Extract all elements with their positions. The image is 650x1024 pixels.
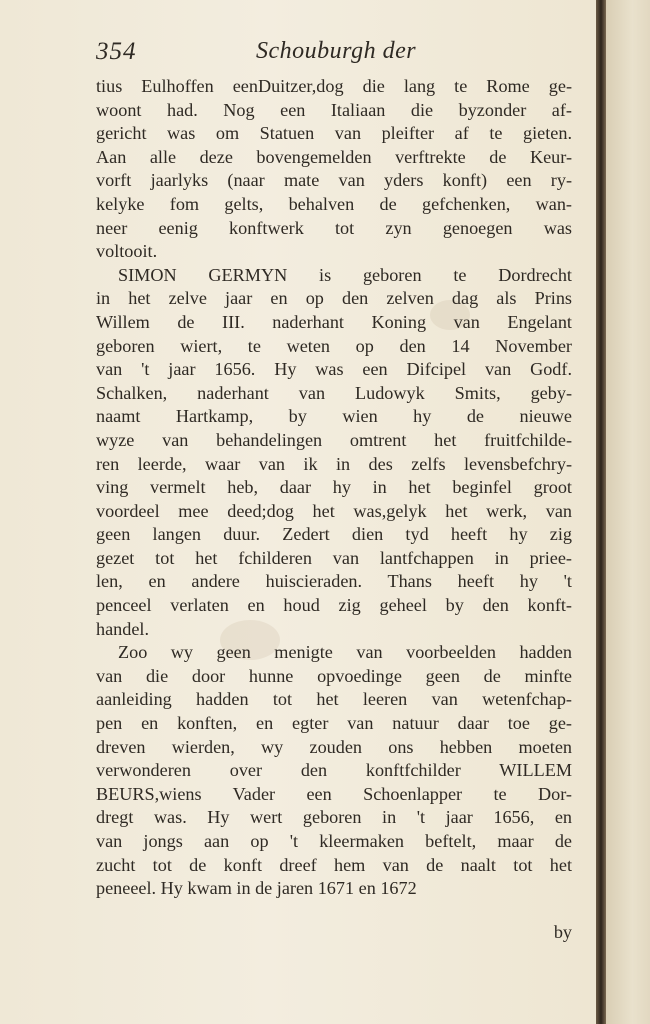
text-line: Aan alle deze bovengemelden verftrekte de Keur- [96,146,572,167]
text-line: in het zelve jaar en op den zelven dag als Prins [96,288,572,309]
page-number: 354 [96,38,137,65]
text-line: woont had. Nog een Italiaan die byzonder af- [96,99,572,120]
text-line: ren leerde, waar van ik in des zelfs levensbefchry- [96,453,572,474]
text-line: van 't jaar 1656. Hy was een Difcipel van Godf. [96,359,572,380]
book-gutter [596,0,606,1024]
text-line: gezet tot het fchilderen van lantfchappen in priee- [96,547,572,568]
text-line: wyze van behandelingen omtrent het fruitfchilde- [96,429,572,450]
facing-page-edge [606,0,650,1024]
text-line: zucht tot de konft dreef hem van de naalt tot het [96,854,572,875]
text-line: tius Eulhoffen eenDuitzer,dog die lang te Rome ge- [96,76,572,96]
text-line: Schalken, naderhant van Ludowyk Smits, geby- [96,382,572,403]
text-line: neer eenig konftwerk tot zyn genoegen was [96,217,572,238]
text-line: van jongs aan op 't kleermaken beftelt, maar de [96,831,572,851]
catchword: by [553,922,572,942]
text-line: vorft jaarlyks (naar mate van yders konft) een ry- [96,170,572,191]
text-line: peneeel. Hy kwam in de jaren 1671 en 1672 [96,878,417,899]
text-line: ving vermelt heb, daar hy in het beginfel groot [96,477,572,498]
text-line: dreven wierden, wy zouden ons hebben moeten [96,736,572,757]
running-title: Schouburgh der [256,38,417,64]
body-text [96,75,572,901]
text-line: gericht was om Statuen van pleifter af te gieten. [96,123,572,144]
text-line: naamt Hartkamp, by wien hy de nieuwe [96,406,572,427]
text-line: Zoo wy geen menigte van voorbeelden hadden [118,642,572,663]
text-line: SIMON GERMYN is geboren te Dordrecht [118,264,572,285]
text-line: len, en andere huiscieraden. Thans heeft hy 't [96,571,572,592]
text-line: pen en konften, en egter van natuur daar toe ge- [96,713,572,734]
text-line: aanleiding hadden tot het leeren van wetenfchap- [96,689,572,710]
text-line: handel. [96,618,150,639]
text-line: penceel verlaten en houd zig geheel by den konft- [96,595,572,616]
text-line: voordeel mee deed;dog het was,gelyk het werk, van [96,500,572,521]
text-line: van die door hunne opvoedinge geen de minfte [96,665,572,686]
text-line: verwonderen over den konftfchilder WILLEM [96,760,572,781]
text-line: Willem de III. naderhant Koning van Engelant [96,311,572,332]
text-line: dregt was. Hy wert geboren in 't jaar 1656, en [96,807,572,828]
text-line: voltooit. [96,241,158,262]
text-line: kelyke fom gelts, behalven de gefchenken, wan- [96,193,572,214]
text-line: geboren wiert, te weten op den 14 November [96,335,572,356]
page-header [96,38,576,72]
text-line: BEURS,wiens Vader een Schoenlapper te Dor- [96,783,572,804]
text-line: geen langen duur. Zedert dien tyd heeft hy zig [96,524,572,545]
